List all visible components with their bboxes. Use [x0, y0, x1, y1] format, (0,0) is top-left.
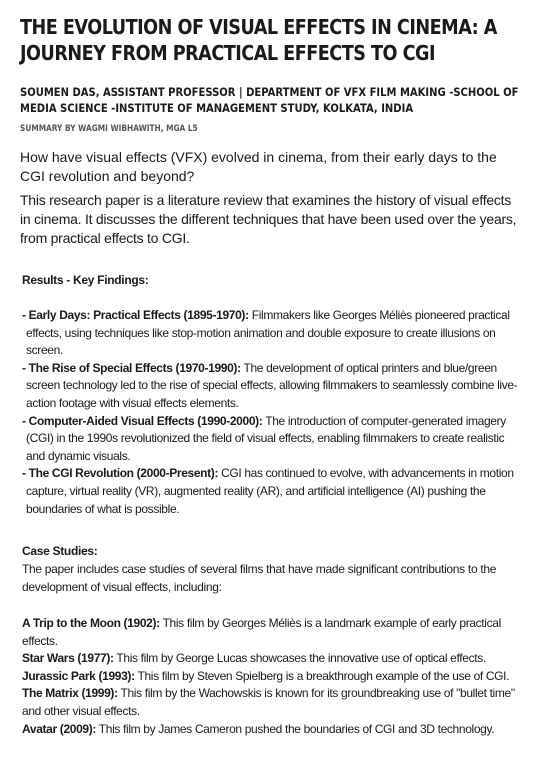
case-studies-heading: Case Studies:	[22, 544, 98, 558]
finding-text: CGI has continued to evolve, with advancements in motion capture, virtual reality (VR), augmented reality (AR), and artificial intelligence (AI) pushing the boundaries of what is possible.	[26, 466, 514, 516]
film-text: This film by George Lucas showcases the innovative use of optical effects.	[113, 651, 486, 666]
finding-label: - The CGI Revolution (2000-Present):	[22, 466, 219, 481]
lead-paragraph: This research paper is a literature review that examines the history of visual effects in cinema. It discusses the different techniques that have been used over the years, from practical effects to CGI.	[20, 192, 517, 246]
finding-text: The development of optical printers and blue/green screen technology led to the rise of special effects, allowing filmmakers to seamlessly combine live-action footage with visual effects elements.	[26, 360, 518, 410]
film-item	[22, 615, 522, 650]
finding-item	[22, 307, 522, 360]
film-label: Avatar (2009):	[22, 721, 97, 736]
film-label: Star Wars (1977):	[22, 651, 114, 666]
film-item	[22, 668, 522, 686]
film-text: This film by the Wachowskis is known for its groundbreaking use of "bullet time" and other visual effects.	[22, 686, 515, 718]
findings-list	[22, 307, 522, 518]
film-item	[22, 650, 522, 668]
research-question: How have visual effects (VFX) evolved in cinema, from their early days to the CGI revolution and beyond?	[20, 149, 497, 184]
summary-credit: SUMMARY BY WAGMI WIBHAWITH, MGA L5	[20, 124, 198, 134]
film-label: A Trip to the Moon (1902):	[22, 616, 160, 630]
film-label: The Matrix (1999):	[22, 686, 118, 701]
finding-label: - Computer-Aided Visual Effects (1990-2000):	[22, 413, 263, 428]
finding-item	[22, 413, 522, 466]
film-item	[22, 721, 522, 739]
finding-label: - Early Days: Practical Effects (1895-1970):	[22, 308, 249, 322]
finding-label: - The Rise of Special Effects (1970-1990):	[22, 360, 241, 375]
author-line: SOUMEN DAS, ASSISTANT PROFESSOR | DEPARTMENT OF VFX FILM MAKING -SCHOOL OF MEDIA SCIENCE -INSTITUTE OF MANAGEMENT STUDY, KOLKATA, INDIA	[20, 85, 519, 115]
case-studies-intro: The paper includes case studies of several films that have made significant contributions to the development of visual effects, including:	[22, 562, 497, 594]
film-label: Jurassic Park (1993):	[22, 668, 135, 683]
film-list	[22, 615, 522, 738]
results-heading: Results - Key Findings:	[22, 273, 149, 287]
finding-text: Filmmakers like Georges Méliès pioneered practical effects, using techniques like stop-motion animation and double exposure to create illusions on screen.	[26, 308, 510, 358]
page-title: THE EVOLUTION OF VISUAL EFFECTS IN CINEMA: A JOURNEY FROM PRACTICAL EFFECTS TO CGI	[20, 15, 497, 65]
film-text: This film by Georges Méliès is a landmark example of early practical effects.	[22, 616, 501, 648]
film-text: This film by Steven Spielberg is a breakthrough example of the use of CGI.	[134, 668, 510, 683]
finding-item	[22, 465, 522, 518]
finding-item	[22, 360, 522, 413]
film-text: This film by James Cameron pushed the boundaries of CGI and 3D technology.	[96, 721, 495, 736]
film-item	[22, 685, 522, 720]
finding-text: The introduction of computer-generated imagery (CGI) in the 1990s revolutionized the field of visual effects, enabling filmmakers to create realistic and dynamic visuals.	[26, 413, 506, 463]
